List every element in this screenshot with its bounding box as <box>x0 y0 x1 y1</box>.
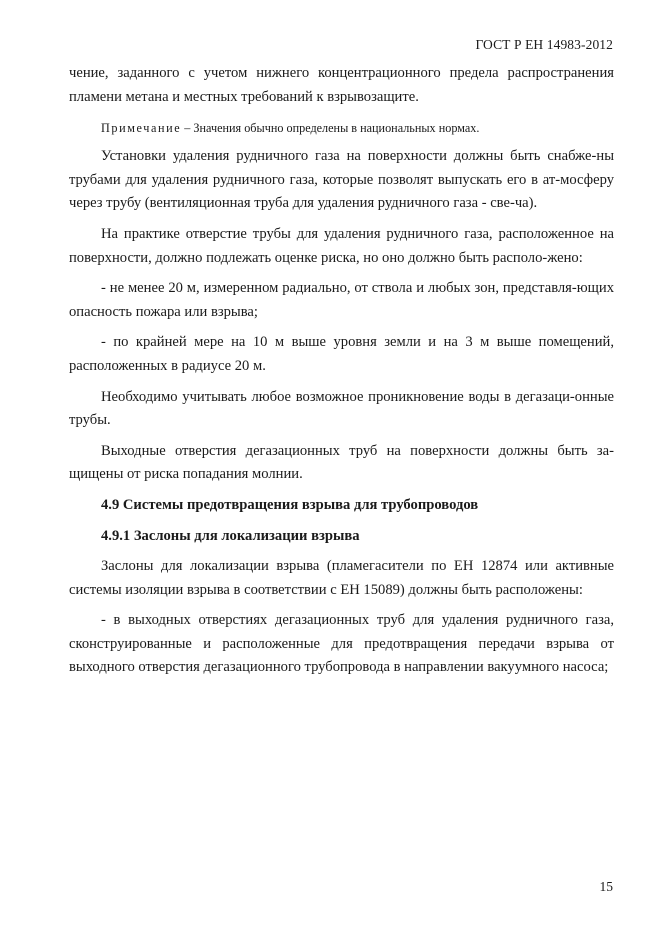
section-heading: 4.9 Системы предотвращения взрыва для трубопроводов <box>101 496 479 513</box>
list-item: - по крайней мере на 10 м выше уровня земли и на 3 м выше помещений, расположенных в радиусе 20 м. <box>69 334 614 374</box>
paragraph: На практике отверстие трубы для удаления рудничного газа, расположенное на поверхности, должно подлежать оценке риска, но оно должно быть располо-жено: <box>69 225 614 266</box>
note <box>69 118 614 138</box>
note-text: – Значения обычно определены в национальных нормах. <box>181 121 480 136</box>
subsection-heading: 4.9.1 Заслоны для локализации взрыва <box>101 527 360 544</box>
document-body <box>69 62 614 680</box>
note-label: Примечание <box>101 121 182 136</box>
document-code-header: ГОСТ Р ЕН 14983-2012 <box>475 37 613 52</box>
list-item: - в выходных отверстиях дегазационных труб для удаления рудничного газа, сконструированные и расположенные для предотвращения передачи взрыва от выходного отверстия дегазационного трубопровода в направлении вакуумного насоса; <box>69 612 614 676</box>
paragraph: Необходимо учитывать любое возможное проникновение воды в дегазаци-онные трубы. <box>69 388 614 429</box>
paragraph: Заслоны для локализации взрыва (пламегасители по ЕН 12874 или активные системы изоляции взрыва в соответствии с ЕН 15089) должны быть расположены: <box>69 558 614 598</box>
list-item: - не менее 20 м, измеренном радиально, от ствола и любых зон, представля-ющих опасность пожара или взрыва; <box>69 280 614 320</box>
paragraph: Установки удаления рудничного газа на поверхности должны быть снабже-ны трубами для удаления рудничного газа, которые позволят выпускать его в ат-мосферу через трубу (вентиляционная труба для удаления рудничного газа - све-ча). <box>69 148 614 212</box>
page-number: 15 <box>599 879 613 894</box>
paragraph: Выходные отверстия дегазационных труб на поверхности должны быть за-щищены от риска попадания молнии. <box>69 442 614 483</box>
paragraph-continuation: чение, заданного с учетом нижнего концентрационного предела распространения пламени метана и местных требований к взрывозащите. <box>69 65 614 105</box>
